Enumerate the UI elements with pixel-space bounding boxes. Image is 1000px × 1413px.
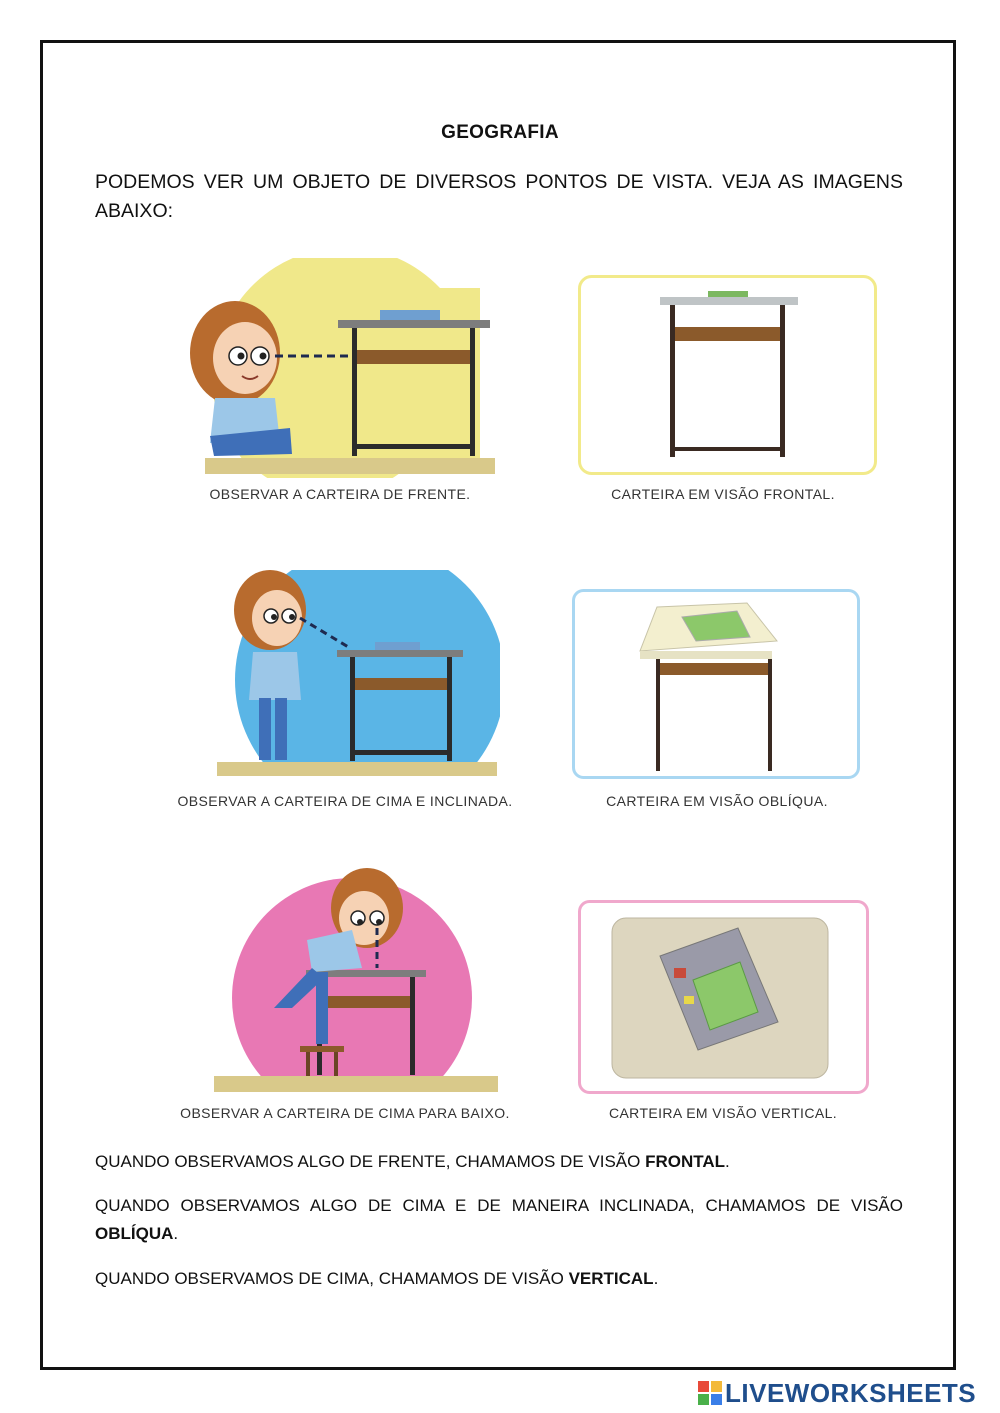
paragraph-vertical [95,1265,903,1293]
paragraph-frontal-text: QUANDO OBSERVAMOS ALGO DE FRENTE, CHAMAMOS DE VISÃO [95,1152,646,1171]
photo-frontal-view [578,275,878,475]
caption-oblique-observer: OBSERVAR A CARTEIRA DE CIMA E INCLINADA. [177,793,513,809]
paragraph-vertical-end: . [653,1269,659,1288]
paragraph-frontal-end: . [725,1152,730,1171]
paragraph-vertical-text: QUANDO OBSERVAMOS DE CIMA, CHAMAMOS DE VISÃO [95,1269,569,1288]
illustration-vertical-observer [212,868,502,1096]
term-frontal: FRONTAL [645,1152,726,1171]
photo-vertical-view [578,900,870,1096]
paragraph-obliqua-end: . [173,1224,179,1243]
caption-front-observer: OBSERVAR A CARTEIRA DE FRENTE. [209,486,471,502]
term-obliqua: OBLÍQUA [95,1224,174,1243]
liveworksheets-logo-text: LIVEWORKSHEETS [725,1377,977,1408]
illustration-front-observer [180,258,500,478]
paragraph-obliqua [95,1192,903,1248]
caption-vertical-observer: OBSERVAR A CARTEIRA DE CIMA PARA BAIXO. [180,1105,510,1121]
photo-oblique-view [572,589,862,781]
liveworksheets-logo[interactable] [698,1378,976,1408]
intro-text: PODEMOS VER UM OBJETO DE DIVERSOS PONTOS DE VISTA. VEJA AS IMAGENS ABAIXO: [95,171,903,222]
caption-oblique-view: CARTEIRA EM VISÃO OBLÍQUA. [606,793,828,809]
page-title: GEOGRAFIA [441,122,559,143]
paragraph-obliqua-text: QUANDO OBSERVAMOS ALGO DE CIMA E DE MANEIRA INCLINADA, CHAMAMOS DE VISÃO [95,1196,903,1215]
illustration-oblique-observer [215,570,500,780]
paragraph-frontal [95,1148,903,1176]
caption-frontal-view: CARTEIRA EM VISÃO FRONTAL. [611,486,835,502]
caption-vertical-view: CARTEIRA EM VISÃO VERTICAL. [608,1105,838,1121]
liveworksheets-logo-icon [698,1381,722,1405]
term-vertical: VERTICAL [568,1269,654,1288]
